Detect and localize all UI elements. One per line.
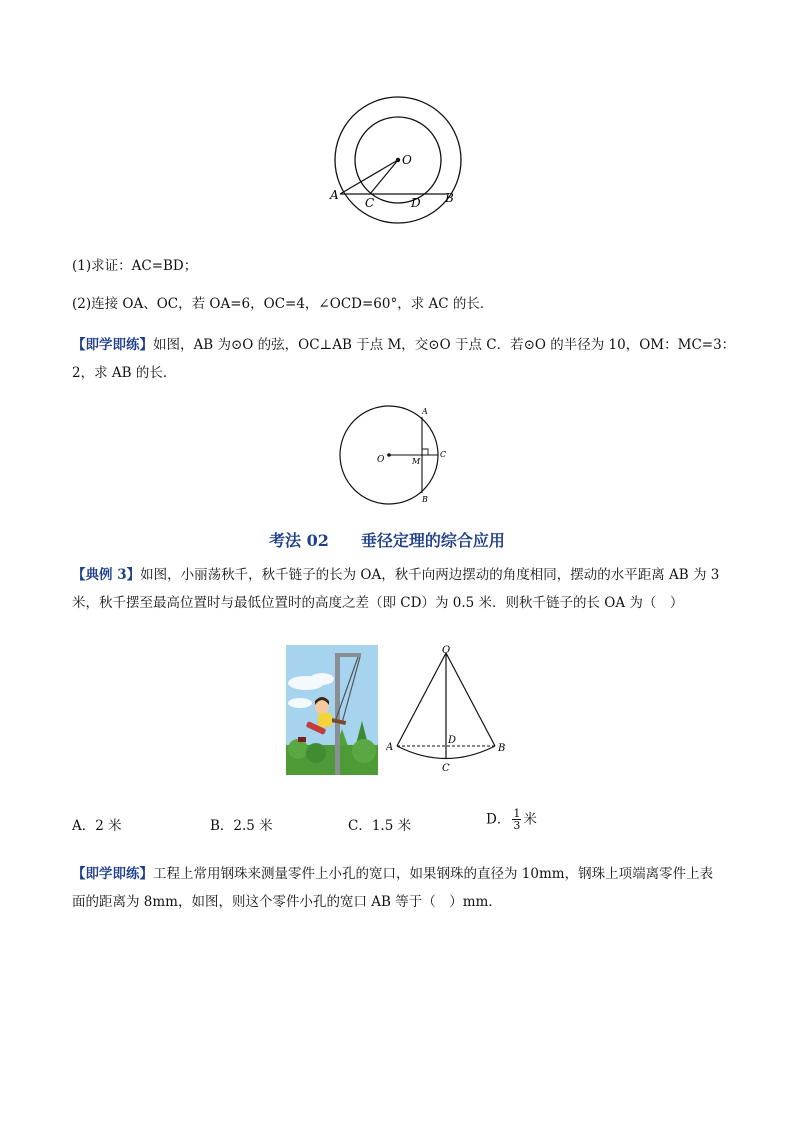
segment-ob <box>446 653 495 746</box>
practice-2-line-2: 面的距离为 8mm，如图，则这个零件小孔的宽口 AB 等于（ ）mm． <box>72 894 502 910</box>
center-point <box>387 453 391 457</box>
practice-1-line-1 <box>72 335 735 355</box>
practice-2-text: 工程上常用钢珠来测量零件上小孔的宽口，如果钢珠的直径为 10mm，钢珠上项端离零件上表 <box>153 866 714 882</box>
practice-1-tag: 【即学即练】 <box>72 337 153 353</box>
circle-chord-figure <box>330 402 460 510</box>
option-d-fraction <box>512 808 521 831</box>
girl-body <box>318 713 332 727</box>
option-a[interactable]: A．2 米 <box>72 818 122 834</box>
cloud <box>310 673 334 685</box>
practice-2-line-1 <box>72 864 713 884</box>
practice-1-text: 如图，AB 为⊙O 的弦，OC⊥AB 于点 M，交⊙O 于点 C．若⊙O 的半径为 10，OM：MC=3： <box>153 337 736 353</box>
bush <box>352 739 376 763</box>
girl-shoe <box>298 737 306 742</box>
segment-oa <box>340 160 398 194</box>
label-d: D <box>411 196 421 210</box>
example-3-text: 如图，小丽荡秋千，秋千链子的长为 OA，秋千向两边摆动的角度相同，摆动的水平距离 AB 为 3 <box>140 567 720 583</box>
label-d: D <box>448 735 457 746</box>
label-o: O <box>442 645 451 656</box>
concentric-circles-figure <box>320 95 480 225</box>
cloud <box>288 698 312 708</box>
label-b: B <box>498 743 506 754</box>
label-c: C <box>440 450 447 459</box>
example-3-line-2: 米，秋千摆至最高位置时与最低位置时的高度之差（即 CD）为 0.5 米．则秋千链子的长 OA 为（ ） <box>72 595 684 611</box>
label-a: A <box>386 742 394 753</box>
label-c: C <box>442 763 450 774</box>
bush <box>306 743 326 763</box>
label-m: M <box>412 457 421 466</box>
practice-1-line-2: 2，求 AB 的长． <box>72 365 177 381</box>
option-d-unit: 米 <box>523 811 537 828</box>
label-o: O <box>402 153 412 167</box>
option-b[interactable]: B．2.5 米 <box>210 818 273 834</box>
option-d[interactable] <box>486 808 537 831</box>
example-3-line-1 <box>72 565 719 585</box>
option-d-prefix: D． <box>486 811 511 828</box>
practice-2-tag: 【即学即练】 <box>72 866 153 882</box>
label-b: B <box>445 191 454 205</box>
segment-oc <box>370 160 398 194</box>
label-b: B <box>422 495 428 504</box>
fraction-numerator: 1 <box>513 807 521 820</box>
label-a: A <box>422 407 428 416</box>
right-angle-mark <box>422 449 428 455</box>
swing-top-bar <box>335 653 361 657</box>
fraction-denominator: 3 <box>513 819 521 832</box>
swing-illustration <box>286 645 378 775</box>
label-o: O <box>377 455 385 465</box>
example-3-tag: 【典例 3】 <box>72 567 141 583</box>
segment-oa <box>397 653 446 746</box>
question-part-1: (1)求证：AC=BD； <box>72 258 198 274</box>
question-part-2: (2)连接 OA、OC，若 OA=6，OC=4，∠OCD=60°，求 AC 的长． <box>72 296 494 312</box>
center-point <box>396 158 400 162</box>
section-heading: 考法 02 垂径定理的综合应用 <box>269 531 505 550</box>
swing-geometry-figure <box>386 643 512 777</box>
label-c: C <box>365 196 375 210</box>
option-c[interactable]: C．1.5 米 <box>348 818 412 834</box>
label-a: A <box>330 188 339 202</box>
